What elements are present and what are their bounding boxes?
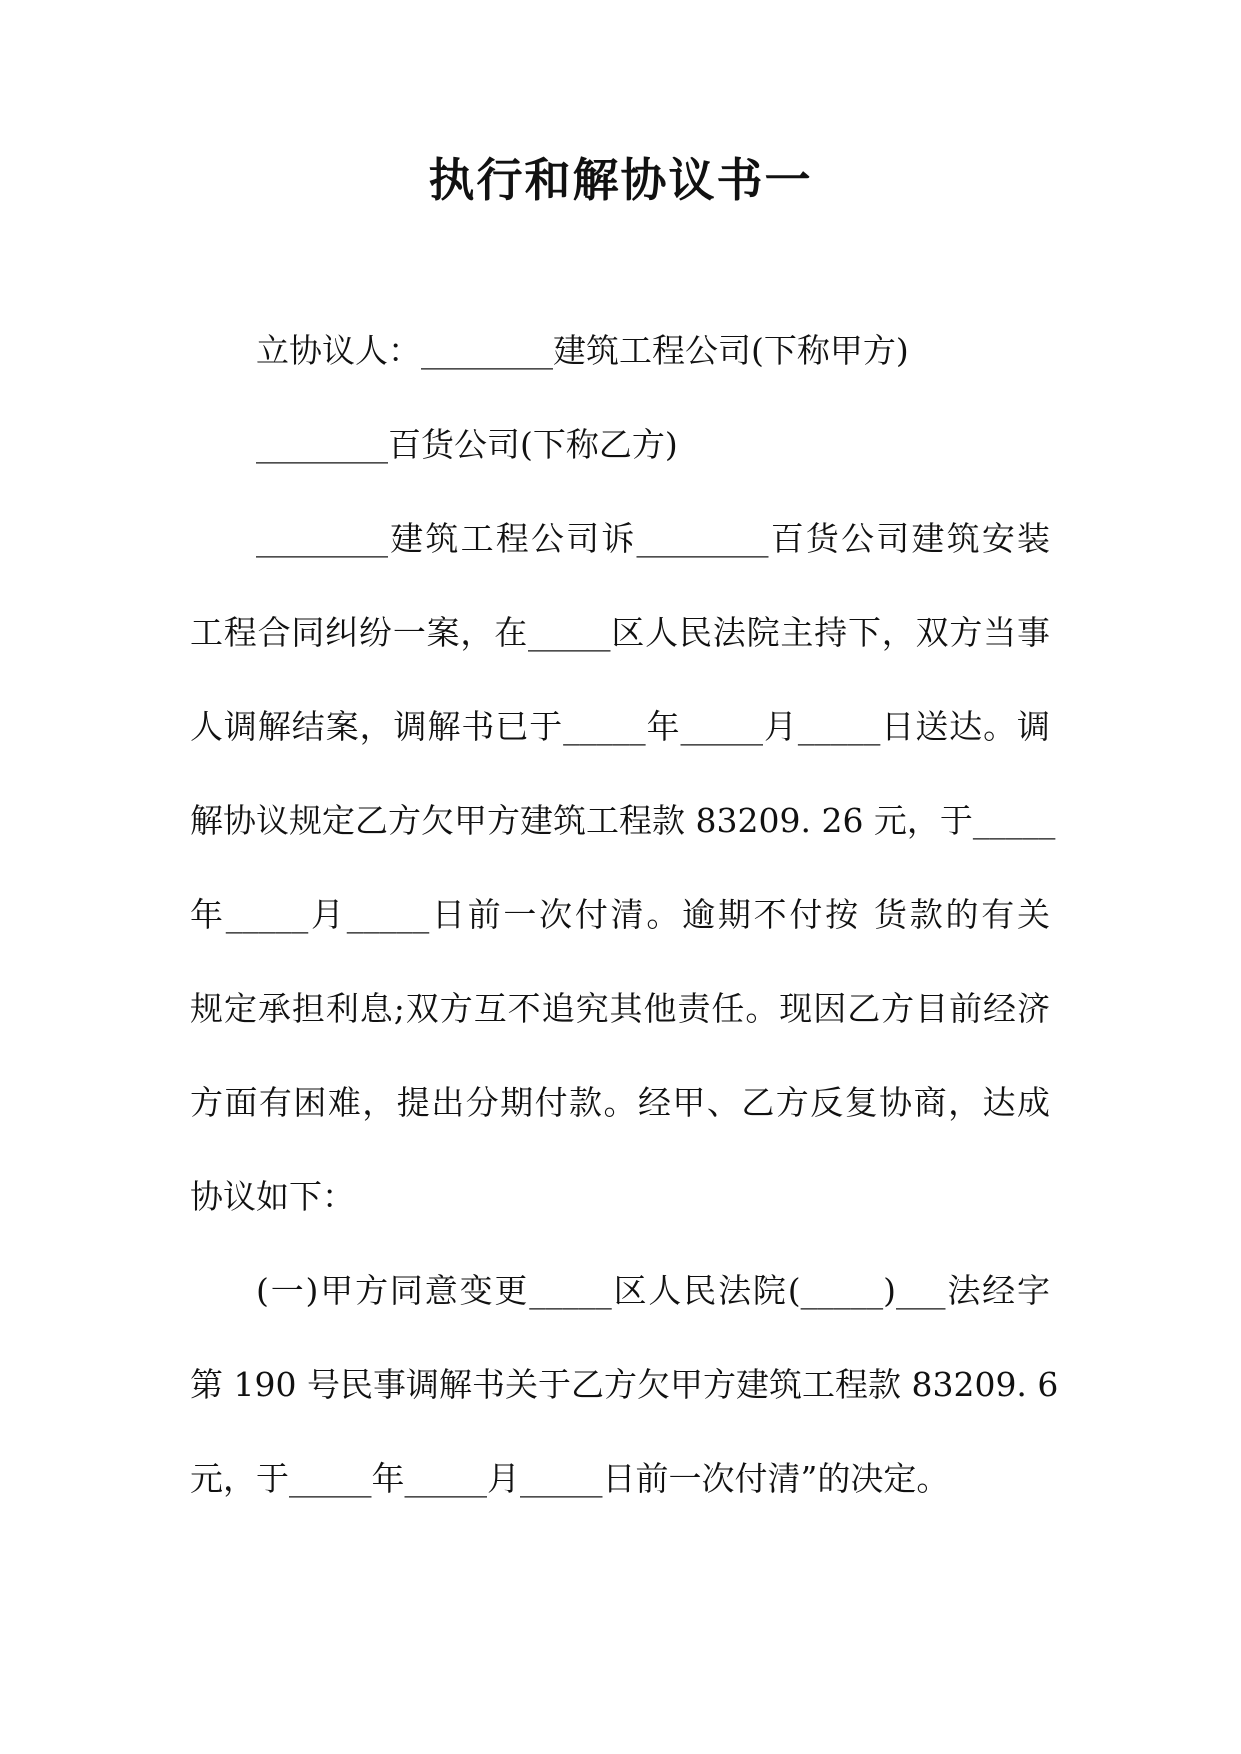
paragraph-line: ________建筑工程公司诉________百货公司建筑安装: [256, 519, 1050, 558]
party-b-line: ________百货公司(下称乙方): [256, 425, 678, 464]
paragraph-line: 年_____月_____日前一次付清。逾期不付按 货款的有关: [190, 895, 1050, 934]
party-a-line: 立协议人：________建筑工程公司(下称甲方): [256, 331, 909, 370]
document-title: 执行和解协议书一: [428, 153, 813, 207]
paragraph-line: 协议如下：: [190, 1177, 355, 1216]
paragraph-line: 工程合同纠纷一案，在_____区人民法院主持下，双方当事: [190, 613, 1050, 652]
paragraph-line: 人调解结案，调解书已于_____年_____月_____日送达。调: [190, 707, 1050, 746]
paragraph-line: 解协议规定乙方欠甲方建筑工程款 83209. 26 元，于_____: [190, 801, 1056, 840]
paragraph-line: 第 190 号民事调解书关于乙方欠甲方建筑工程款 83209. 6: [190, 1365, 1059, 1404]
paragraph-line: 方面有困难，提出分期付款。经甲、乙方反复协商，达成: [190, 1083, 1050, 1122]
paragraph-clause-1: [190, 1244, 1059, 1526]
paragraph-line: (一)甲方同意变更_____区人民法院(_____)___法经字: [256, 1271, 1050, 1310]
document-body: [190, 304, 1059, 1526]
paragraph-line: 规定承担利息;双方互不追究其他责任。现因乙方目前经济: [190, 989, 1050, 1028]
paragraph-case-background: [190, 492, 1056, 1244]
paragraph-line: 元，于_____年_____月_____日前一次付清”的决定。: [190, 1459, 950, 1498]
